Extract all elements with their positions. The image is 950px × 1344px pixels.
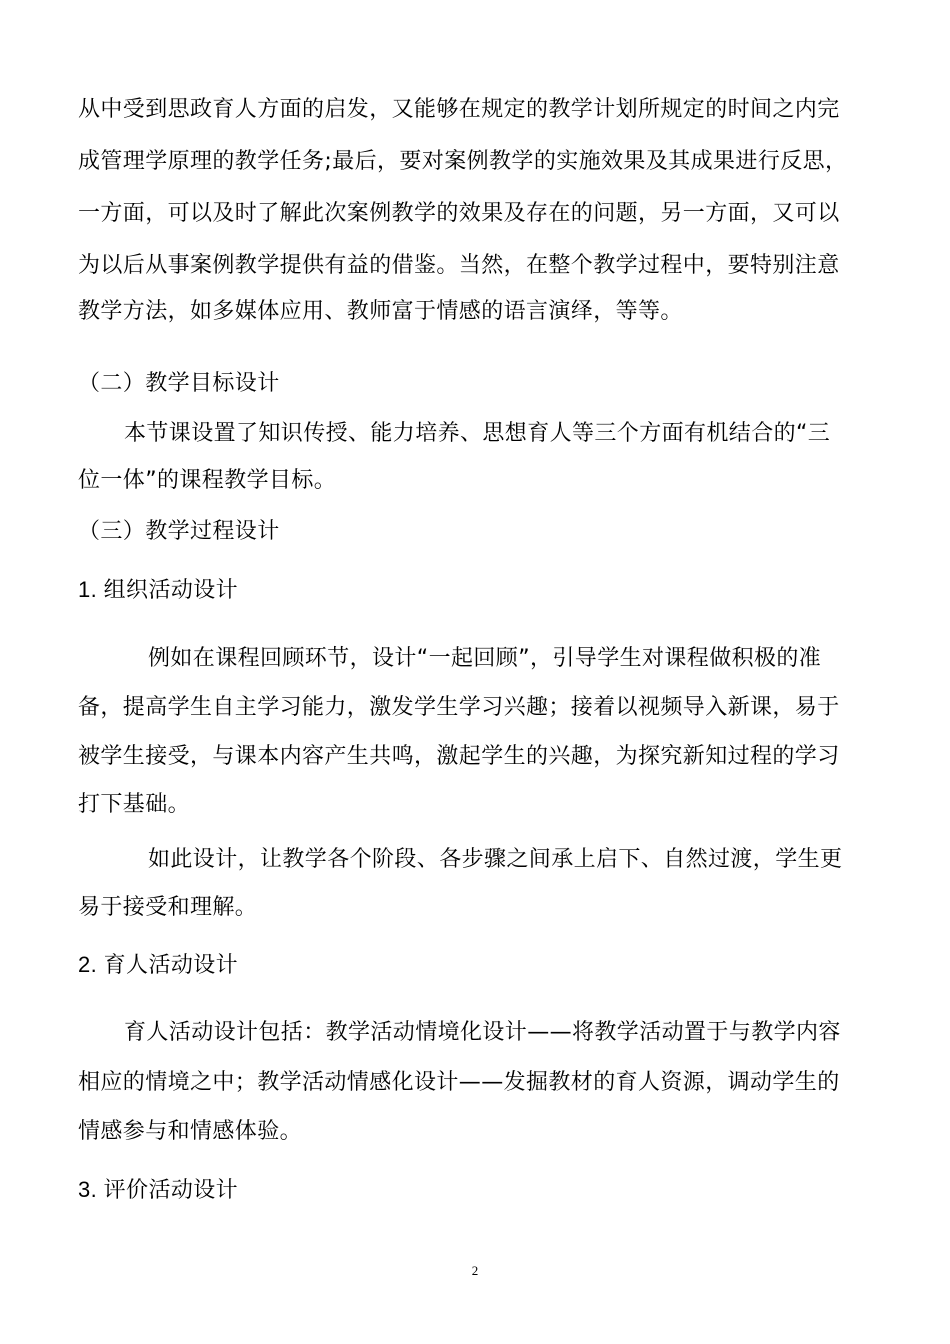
paragraph-line: 相应的情境之中；教学活动情感化设计——发掘教材的育人资源，调动学生的 xyxy=(78,1070,840,1095)
paragraph-line: 打下基础。 xyxy=(78,792,191,817)
paragraph-line: 育人活动设计包括：教学活动情境化设计——将教学活动置于与教学内容 xyxy=(124,1020,841,1045)
paragraph-line: 如此设计，让教学各个阶段、各步骤之间承上启下、自然过渡，学生更 xyxy=(148,847,843,872)
subsection-heading: 2. 育人活动设计 xyxy=(78,952,239,977)
paragraph-line: 被学生接受，与课本内容产生共鸣，激起学生的兴趣，为探究新知过程的学习 xyxy=(78,744,840,769)
paragraph-line: 教学方法，如多媒体应用、教师富于情感的语言演绎，等等。 xyxy=(78,299,683,324)
subsection-heading: 1. 组织活动设计 xyxy=(78,577,239,602)
section-heading: （三）教学过程设计 xyxy=(78,519,280,544)
paragraph-line: 备，提高学生自主学习能力，激发学生学习兴趣；接着以视频导入新课，易于 xyxy=(78,695,840,720)
paragraph-line: 成管理学原理的教学任务;最后，要对案例教学的实施效果及其成果进行反思， xyxy=(78,149,848,174)
paragraph-line: 为以后从事案例教学提供有益的借鉴。当然，在整个教学过程中，要特别注意 xyxy=(78,253,840,278)
paragraph-line: 情感参与和情感体验。 xyxy=(78,1119,303,1144)
section-heading: （二）教学目标设计 xyxy=(78,371,280,396)
paragraph-line: 本节课设置了知识传授、能力培养、思想育人等三个方面有机结合的“三 xyxy=(124,421,831,446)
paragraph-line: 位一体”的课程教学目标。 xyxy=(78,468,337,493)
subsection-heading: 3. 评价活动设计 xyxy=(78,1177,239,1202)
paragraph-line: 易于接受和理解。 xyxy=(78,895,258,920)
paragraph-line: 从中受到思政育人方面的启发，又能够在规定的教学计划所规定的时间之内完 xyxy=(78,97,840,122)
paragraph-line: 一方面，可以及时了解此次案例教学的效果及存在的问题，另一方面，又可以 xyxy=(78,201,840,226)
paragraph-line: 例如在课程回顾环节，设计“一起回顾”，引导学生对课程做积极的准 xyxy=(148,646,822,671)
page-number: 2 xyxy=(471,1263,479,1278)
